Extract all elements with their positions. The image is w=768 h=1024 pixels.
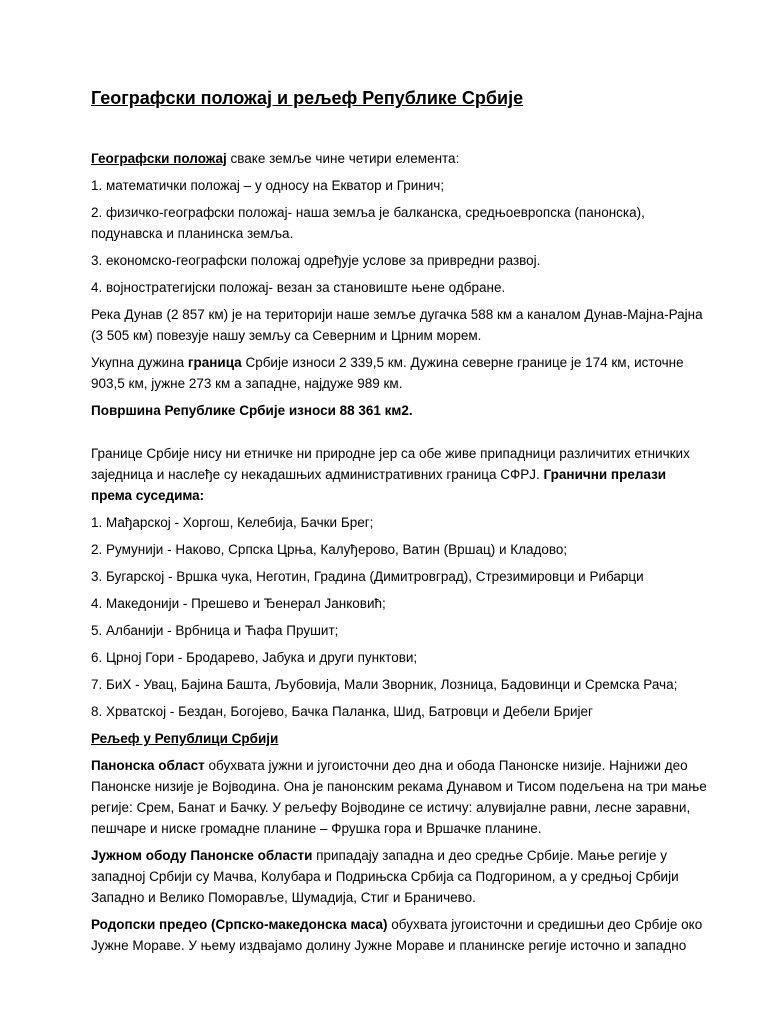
list-item-crossing-1: 1. Мађарској - Хоргош, Келебија, Бачки Брег;: [91, 515, 374, 530]
list-item-element-4: 4. војностратегијски положај- везан за становиште њене одбране.: [91, 280, 506, 295]
list-item-crossing-7: 7. БиХ - Увац, Бајина Башта, Љубовија, Мали Зворник, Лозница, Бадовинци и Сремска Рача;: [91, 677, 678, 692]
paragraph-border-length: [91, 352, 708, 394]
list-item-crossing-6: 6. Црној Гори - Бродарево, Јабука и други пунктови;: [91, 650, 418, 665]
list-item-crossing-8: 8. Хрватској - Бездан, Богојево, Бачка Паланка, Шид, Батровци и Дебели Бријег: [91, 704, 593, 719]
pannonian-rest: обухвата јужни и југоисточни део дна и обода Панонске низије. Најнижи део Панонске низије је Војводина. Она је панонским рекама Дунавом и Тисом подељена на три мање регије: Срем, Банат и Бачку. У рељефу Војводине се истичу: алувијалне равни, лесне заравни, пешчаре и ниске громадне планине – Фрушка гора и Вршачке планине.: [91, 758, 707, 836]
paragraph-area: Површина Републике Србије износи 88 361 км2.: [91, 403, 413, 418]
list-item-crossing-4: 4. Македонији - Прешево и Ђенерал Јанковић;: [91, 596, 386, 611]
southern-rim-rest: припадају западна и део средње Србије. Мање регије у западној Србији су Мачва, Колубара и Подрињска Србија са Подгорином, а у средњој Србији Западно и Велико Поморавље, Шумадија, Стиг и Браничево.: [91, 848, 679, 905]
list-item-crossing-2: 2. Румунији - Наково, Српска Црња, Калуђерово, Ватин (Вршац) и Кладово;: [91, 542, 568, 557]
list-item-crossing-3: 3. Бугарској - Вршка чука, Неготин, Градина (Димитровград), Стрезимировци и Рибарци: [91, 569, 644, 584]
intro-lead-bold-underline: Географски положај: [91, 151, 227, 166]
paragraph-pannonian: [91, 755, 708, 839]
border-length-post: Србије износи 2 339,5 км. Дужина северне границе је 174 км, источне 903,5 км, јужне 273 км а западне, најдуже 989 км.: [91, 355, 684, 391]
rhodope-bold: Родопски предео (Српско-македонска маса): [91, 917, 388, 932]
list-item-element-2: 2. физичко-географски положај- наша земља је балканска, средњоевропска (панонска), подунавска и планинска земља.: [91, 205, 645, 241]
paragraph-southern-rim: [91, 845, 708, 908]
section-heading-relief: Рељеф у Републици Србији: [91, 731, 279, 746]
border-length-bold: граница: [187, 355, 242, 370]
document-title: Географски положај и рељеф Републике Србије: [91, 88, 524, 108]
paragraph-borders-intro: [91, 443, 708, 506]
border-length-pre: Укупна дужина: [91, 355, 188, 370]
paragraph-danube: Река Дунав (2 857 км) је на територији наше земље дугачка 588 км а каналом Дунав-Мајна-Рајна (3 505 км) повезује нашу земљу са Северним и Црним морем.: [91, 307, 703, 343]
list-item-element-1: 1. математички положај – у односу на Екватор и Гринич;: [91, 178, 445, 193]
paragraph-intro: [91, 148, 708, 169]
list-item-element-3: 3. економско-географски положај одређује услове за привредни развој.: [91, 253, 541, 268]
rhodope-rest: обухвата југоисточни и средишњи део Србије око Јужне Мораве. У њему издвајамо долину Јужне Мораве и планинске регије источно и западно: [91, 917, 703, 953]
paragraph-rhodope: [91, 914, 708, 956]
borders-intro-bold: Гранични прелази према суседима:: [91, 467, 667, 503]
pannonian-bold: Панонска област: [91, 758, 205, 773]
southern-rim-bold: Јужном ободу Панонске области: [91, 848, 313, 863]
borders-intro-text: Границе Србије нису ни етничке ни природне јер са обе живе припадници различитих етничких заједница и наслеђе су некадашњих административних граница СФРЈ.: [91, 446, 690, 482]
intro-lead-rest: сваке земље чине четири елемента:: [226, 151, 460, 166]
list-item-crossing-5: 5. Албанији - Врбница и Ћафа Прушит;: [91, 623, 339, 638]
